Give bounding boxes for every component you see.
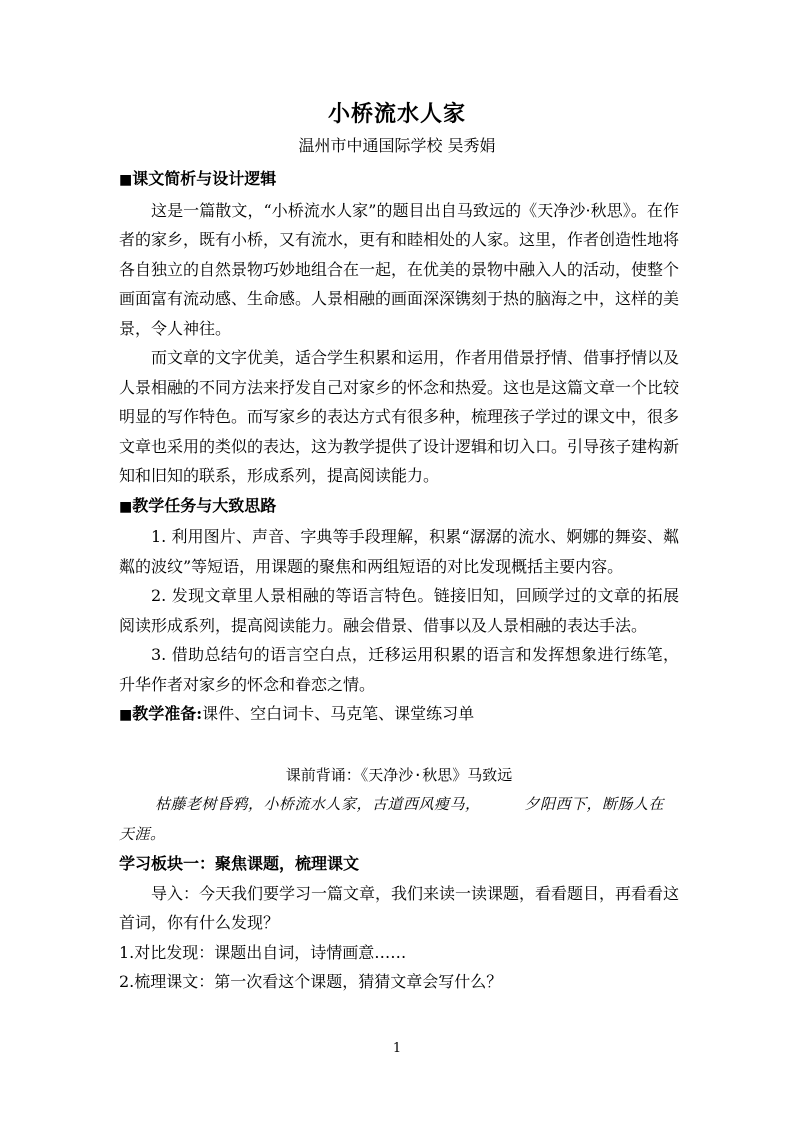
section-prep bbox=[119, 699, 679, 731]
module-heading: 学习板块一：聚焦课题，梳理课文 bbox=[119, 854, 360, 873]
spacer bbox=[119, 731, 679, 761]
task-item-1: 1. 利用图片、声音、字典等手段理解，积累“潺潺的流水、婀娜的舞姿、粼粼的波纹”等短语，用课题的聚焦和两组短语的对比发现概括主要内容。 bbox=[119, 527, 679, 576]
module-step-1: 1.对比发现：课题出自词，诗情画意…… bbox=[119, 942, 407, 962]
paragraph-analysis-2: 而文章的文字优美，适合学生积累和运用，作者用借景抒情、借事抒情以及人景相融的不同方法来抒发自己对家乡的怀念和热爱。这也是这篇文章一个比较明显的写作特色。而写家乡的表达方式有很多种，梳理孩子学过的课文中，很多文章也采用的类似的表达，这为教学提供了设计逻辑和切入口。引导孩子建构新知和旧知的联系，形成系列，提高阅读能力。 bbox=[119, 348, 680, 485]
module-step-2: 2.梳理课文：第一次看这个课题，猜猜文章会写什么？ bbox=[119, 972, 503, 991]
poem-line-a: 枯藤老树昏鸦，小桥流水人家，古道西风瘦马， bbox=[155, 795, 481, 813]
square-bullet-icon: ■ bbox=[119, 707, 133, 723]
square-bullet-icon: ■ bbox=[119, 498, 133, 515]
page-number: 1 bbox=[392, 1041, 402, 1056]
paragraph-analysis-1: 这是一篇散文，“小桥流水人家”的题目出自马致远的《天净沙·秋思》。在作者的家乡，既有小桥，又有流水，更有和睦相处的人家。这里，作者创造性地将各自独立的自然景物巧妙地组合在一起，在优美的景物中融入人的活动，使整个画面富有流动感、生命感。人景相融的画面深深镌刻于热的脑海之中，这样的美景，令人神往。 bbox=[119, 200, 680, 338]
poem-text bbox=[119, 790, 679, 849]
section-heading-tasks bbox=[119, 491, 679, 523]
section-heading-text: 教学准备: bbox=[132, 704, 203, 723]
section-heading-text: 课文简析与设计逻辑 bbox=[132, 169, 277, 188]
section-heading-text: 教学任务与大致思路 bbox=[132, 495, 277, 515]
document-body bbox=[119, 164, 679, 997]
poem-line-b: 夕阳西下，断肠人在天涯。 bbox=[119, 795, 665, 843]
poem-heading: 课前背诵：《天净沙·秋思》马致远 bbox=[285, 765, 513, 784]
square-bullet-icon: ■ bbox=[119, 172, 133, 188]
prep-materials: 课件、空白词卡、马克笔、课堂练习单 bbox=[202, 704, 475, 723]
task-item-2: 2. 发现文章里人景相融的等语言特色。链接旧知，回顾学过的文章的拓展阅读形成系列，提高阅读能力。融会借景、借事以及人景相融的表达手法。 bbox=[119, 586, 679, 635]
section-heading-analysis bbox=[119, 164, 679, 196]
module-intro: 导入：今天我们要学习一篇文章，我们来读一读课题，看看题目，再看看这首词，你有什么发现？ bbox=[119, 883, 680, 932]
page-title: 小桥流水人家 bbox=[327, 101, 466, 127]
author-line: 温州市中通国际学校 吴秀娟 bbox=[298, 136, 496, 155]
task-item-3: 3. 借助总结句的语言空白点，迁移运用积累的语言和发挥想象进行练笔，升华作者对家乡的怀念和眷恋之情。 bbox=[119, 645, 679, 694]
